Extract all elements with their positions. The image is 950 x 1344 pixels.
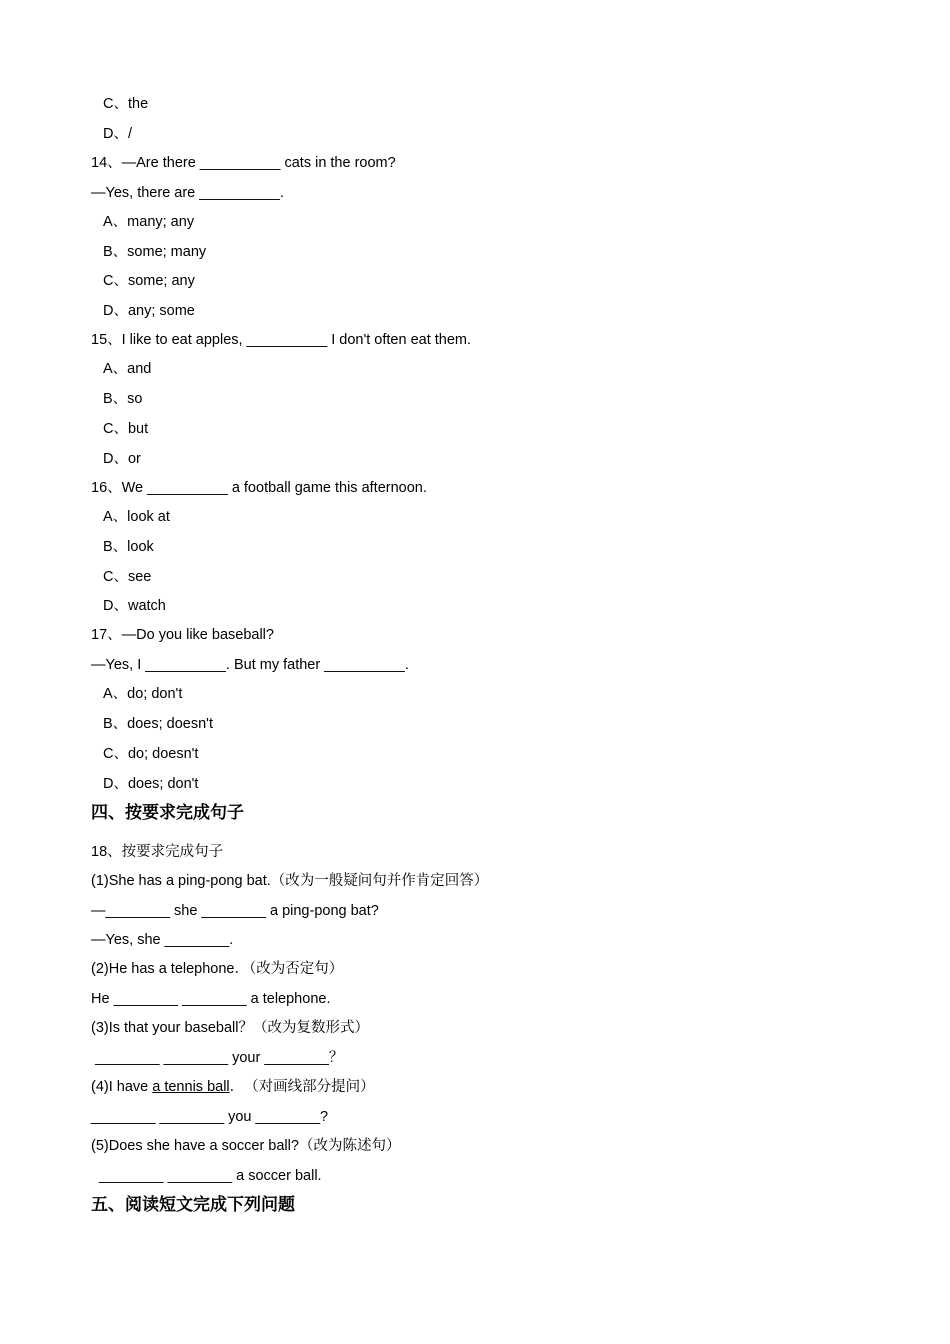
q14-option-c: C、some; any	[103, 273, 195, 289]
q13-option-d: D、/	[103, 126, 132, 142]
q18-part3-prompt: (3)Is that your baseball？（改为复数形式）	[91, 1020, 369, 1036]
q17-option-a: A、do; don't	[103, 686, 183, 702]
q18-part4-suffix: ． （对画线部分提问）	[229, 1079, 375, 1095]
q14-option-b: B、some; many	[103, 244, 207, 260]
q18-part4-underlined-phrase: a tennis ball	[152, 1079, 230, 1095]
q18-part2-prompt: (2)He has a telephone．（改为否定句）	[91, 961, 344, 977]
q15-option-b: B、so	[103, 391, 143, 407]
q17-stem: 17、—Do you like baseball?	[91, 627, 274, 643]
q18-part5-prompt: (5)Does she have a soccer ball?（改为陈述句）	[91, 1138, 401, 1154]
q18-part3-answer: ________ ________ your ________？	[91, 1050, 344, 1066]
q16-option-c: C、see	[103, 569, 152, 585]
q14-option-a: A、many; any	[103, 214, 195, 230]
q18-part1-question: —________ she ________ a ping-pong bat?	[91, 903, 379, 919]
q16-option-b: B、look	[103, 539, 154, 555]
q16-option-d: D、watch	[103, 598, 166, 614]
q18-part1-answer: —Yes, she ________.	[91, 932, 234, 948]
q17-stem-answer: —Yes, I __________. But my father __________.	[91, 657, 409, 673]
q18-part5-answer: ________ ________ a soccer ball.	[91, 1168, 322, 1184]
q16-stem: 16、We __________ a football game this afternoon.	[91, 480, 427, 496]
q15-option-d: D、or	[103, 451, 141, 467]
q16-option-a: A、look at	[103, 509, 170, 525]
q15-option-a: A、and	[103, 361, 152, 377]
q17-option-c: C、do; doesn't	[103, 746, 199, 762]
q18-part4-prefix: (4)I have	[91, 1079, 153, 1095]
q13-option-c: C、the	[103, 96, 149, 112]
q14-stem-answer: —Yes, there are __________.	[91, 185, 284, 201]
q18-part1-prompt: (1)She has a ping-pong bat.（改为一般疑问句并作肯定回答）	[91, 873, 489, 889]
q15-option-c: C、but	[103, 421, 149, 437]
q14-stem: 14、—Are there __________ cats in the room?	[91, 155, 396, 171]
section-5-heading: 五、阅读短文完成下列问题	[91, 1195, 295, 1215]
q17-option-d: D、does; don't	[103, 776, 199, 792]
q18-part4-answer: ________ ________ you ________?	[91, 1109, 329, 1125]
q18-stem: 18、按要求完成句子	[91, 844, 224, 860]
section-4-heading: 四、按要求完成句子	[91, 803, 244, 823]
q14-option-d: D、any; some	[103, 303, 195, 319]
q15-stem: 15、I like to eat apples, __________ I don't often eat them.	[91, 332, 472, 348]
q18-part2-answer: He ________ ________ a telephone.	[91, 991, 331, 1007]
q17-option-b: B、does; doesn't	[103, 716, 213, 732]
q18-part4-prompt	[91, 1077, 375, 1097]
